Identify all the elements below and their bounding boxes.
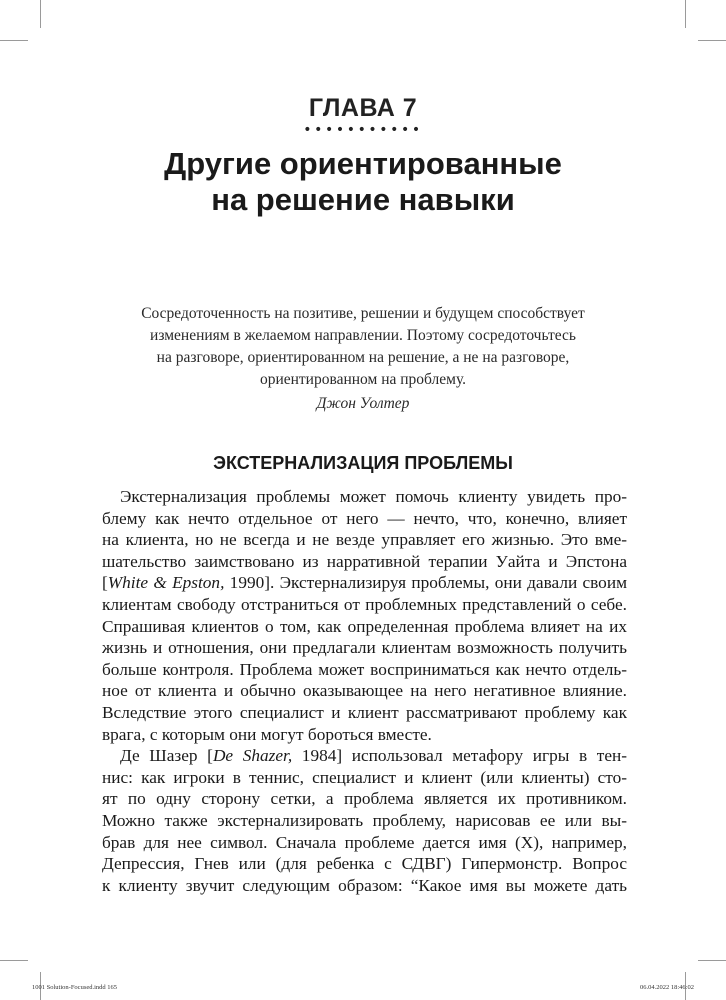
paragraph-line: ное от клиента и обычно оказывающее на него негативное влияние. [102, 681, 627, 701]
paragraph-line: врага, с которым они могут бороться вместе. [102, 724, 432, 744]
epigraph-line: на разговоре, ориентированном на решение, а не на разговоре, [156, 349, 570, 366]
paragraph-line: шательство заимствовано из нарративной терапии Уайта и Эпстона [102, 551, 627, 571]
section-heading: ЭКСТЕРНАЛИЗАЦИЯ ПРОБЛЕМЫ [213, 453, 513, 473]
print-slug-timestamp: 06.04.2022 18:46:02 [640, 984, 694, 991]
crop-mark [685, 0, 686, 28]
citation-open: [ [102, 573, 108, 593]
chapter-dots-ornament: ••••••••••• [303, 122, 423, 138]
crop-mark [0, 960, 28, 961]
citation-reference: De Shazer, [212, 746, 293, 766]
paragraph-line: ят по одну сторону сетки, а проблема является их противником. [102, 789, 627, 809]
chapter-title-line: Другие ориентированные [164, 146, 562, 181]
paragraph-line: блему как нечто отдельное от него — нечто, что, конечно, влияет [102, 508, 627, 528]
citation-open: Де Шазер [ [120, 746, 213, 766]
crop-mark [40, 0, 41, 28]
paragraph-line: больше контроля. Проблема может восприниматься как нечто отдель- [102, 659, 627, 679]
paragraph-line: клиентам свободу отстраниться от проблемных представлений о себе. [102, 594, 627, 614]
crop-mark [0, 40, 28, 41]
paragraph-line: нис: как игроки в теннис, специалист и клиент (или клиенты) сто- [102, 767, 627, 787]
paragraph-line: Депрессия, Гнев или (для ребенка с СДВГ) Гипермонстр. Вопрос [102, 854, 627, 874]
epigraph-line: изменениям в желаемом направлении. Поэтому сосредоточьтесь [150, 327, 576, 344]
paragraph-line: брав для нее символ. Сначала проблеме дается имя (Х), например, [102, 832, 627, 852]
chapter-title-line: на решение навыки [211, 182, 515, 217]
paragraph-line: к клиенту звучит следующим образом: “Какое имя вы можете дать [102, 875, 627, 895]
paragraph-line [102, 745, 627, 767]
chapter-label: ГЛАВА 7 [308, 94, 418, 122]
epigraph-line: Сосредоточенность на позитиве, решении и будущем способствует [141, 305, 585, 322]
body-text [102, 486, 627, 896]
epigraph-author: Джон Уолтер [316, 395, 410, 412]
chapter-title [0, 146, 726, 218]
crop-mark [698, 960, 726, 961]
citation-rest: 1990]. Экстернализируя проблемы, они давали своим [224, 573, 628, 593]
paragraph-line: Вследствие этого специалист и клиент рассматривают проблему как [102, 702, 627, 722]
paragraph-line: на клиента, но не всегда и не везде управляет его жизнью. Это вме- [102, 530, 627, 550]
epigraph-line: ориентированном на проблему. [259, 371, 467, 388]
citation-reference: White & Epston, [107, 573, 225, 593]
paragraph-line: Можно также экстернализировать проблему, нарисовав ее или вы- [102, 810, 627, 830]
epigraph [90, 303, 636, 415]
citation-rest: 1984] использовал метафору игры в тен- [292, 746, 627, 766]
print-slug-file: 1001 Solution-Focused.indd 165 [32, 984, 118, 991]
paragraph-line: Экстернализация проблемы может помочь клиенту увидеть про- [120, 487, 627, 506]
crop-mark [698, 40, 726, 41]
paragraph-line: жизнь и отношения, они предлагали клиентам возможность получить [102, 638, 627, 658]
paragraph-line [102, 572, 627, 594]
paragraph-line: Спрашивая клиентов о том, как определенная проблема влияет на их [102, 616, 627, 636]
